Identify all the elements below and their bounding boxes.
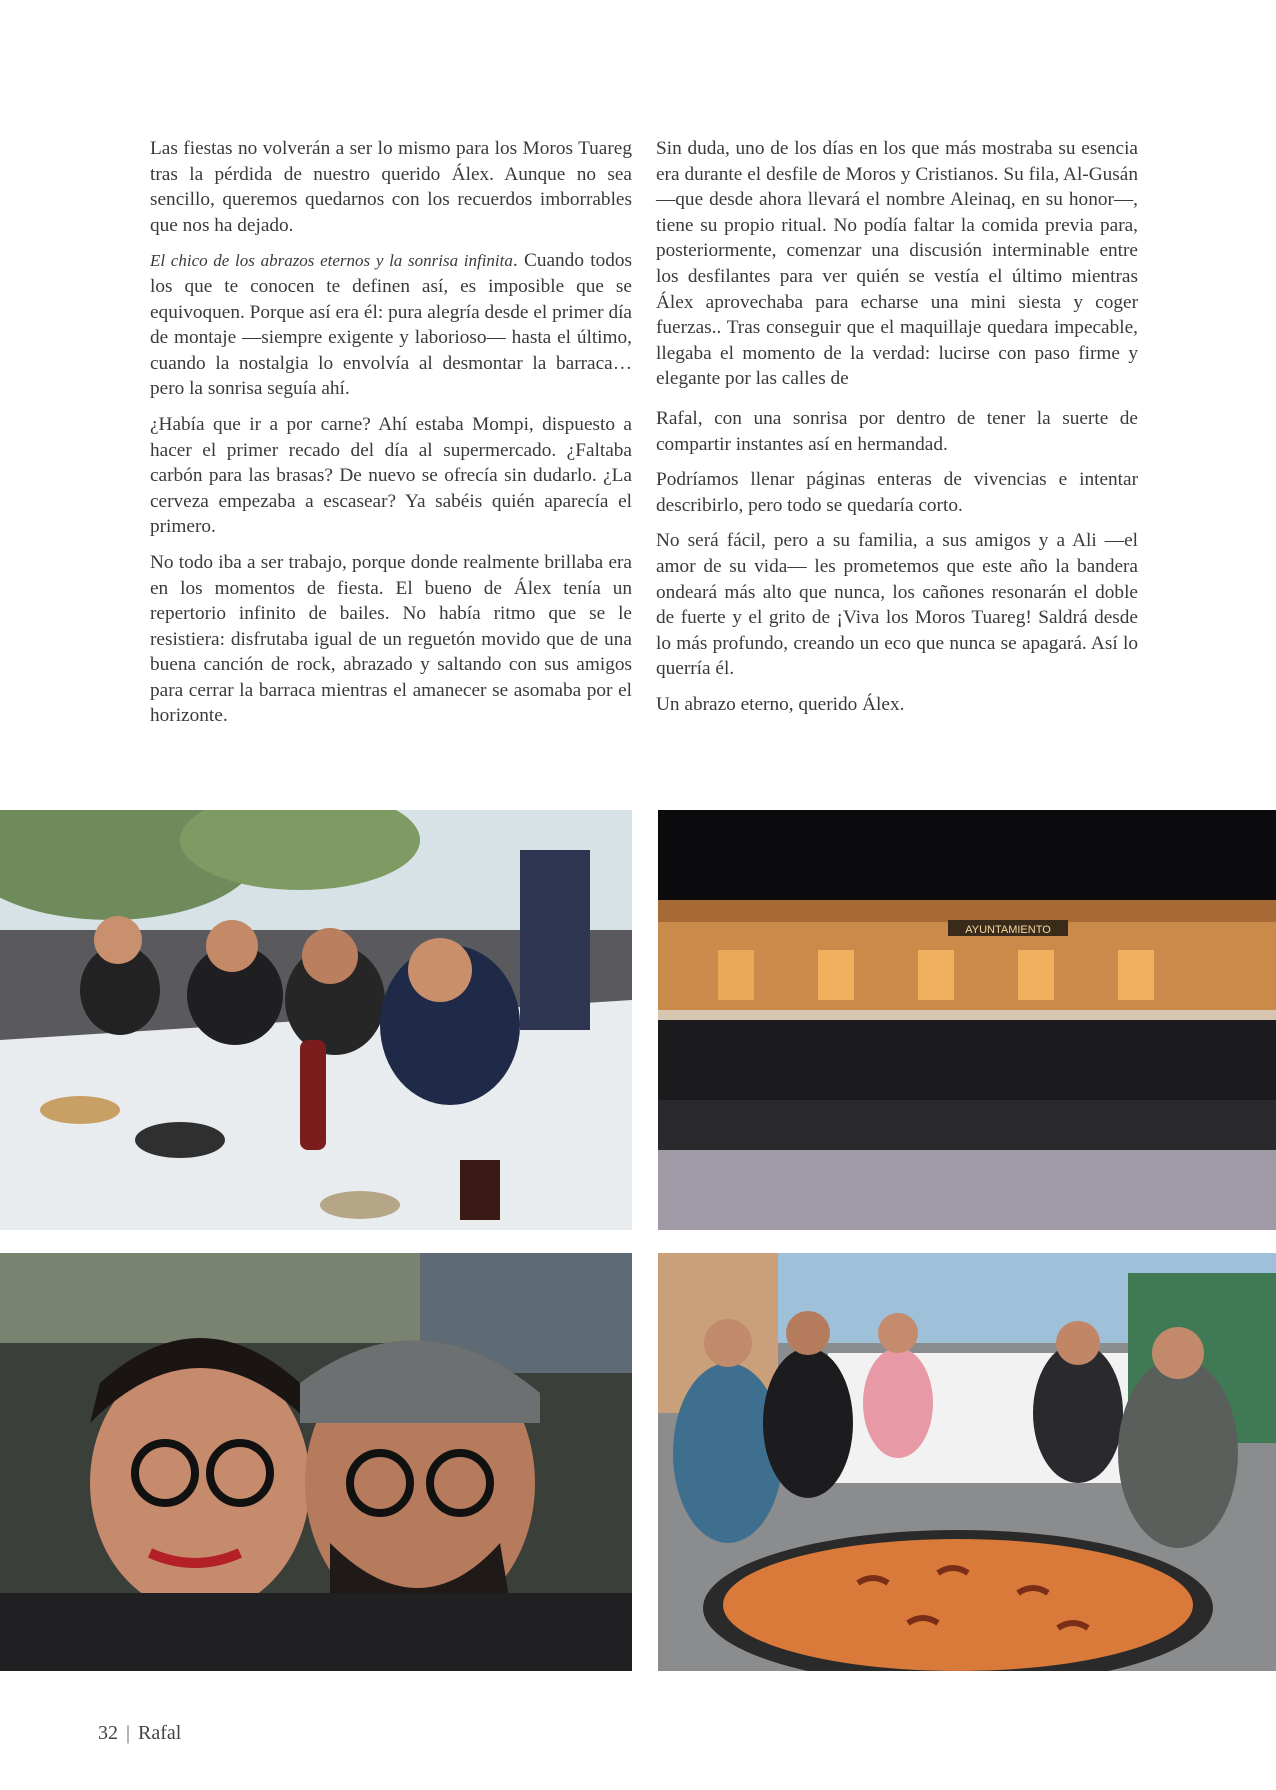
paragraph: No será fácil, pero a su familia, a sus amigos y a Ali —el amor de su vida— les prometemos que este año la bandera ondeará más alto que nunca, los cañones resonarán el doble de fuerte y el grito de ¡Viva los Moros Tuareg! Saldrá desde lo más profundo, creando un eco que nunca se apagará. Así lo querría él. <box>656 530 1138 680</box>
paragraph: ¿Había que ir a por carne? Ahí estaba Mompi, dispuesto a hacer el primer recado del día al supermercado. ¿Faltaba carbón para las brasas? De nuevo se ofrecía sin dudarlo. ¿La cerveza empezaba a escasear? Ya sabéis quién aparecía el primero. <box>150 413 632 538</box>
paragraph: Podríamos llenar páginas enteras de vivencias e intentar describirlo, pero todo se quedaría corto. <box>656 469 1138 516</box>
publication-name: Rafal <box>138 1722 182 1744</box>
article-right-column <box>656 136 1138 727</box>
paragraph: Un abrazo eterno, querido Álex. <box>656 693 905 715</box>
photo-paella-friends <box>658 1253 1276 1671</box>
paragraph <box>150 248 632 402</box>
photo-table-lunch <box>0 810 632 1230</box>
paragraph: Rafal, con una sonrisa por dentro de tener la suerte de compartir instantes así en hermandad. <box>656 407 1138 455</box>
paragraph-text: . Cuando todos los que te conocen te definen así, es imposible que se equivoquen. Porque así era él: pura alegría desde el primer día de montaje —siempre exigente y laborioso— hasta el último, cuando la nostalgia lo envolvía al desmontar la barraca… pero la sonrisa seguía ahí. <box>150 250 632 400</box>
paragraph: Las fiestas no volverán a ser lo mismo para los Moros Tuareg tras la pérdida de nuestro querido Álex. Aunque no sea sencillo, queremos quedarnos con los recuerdos imborrables que nos ha dejado. <box>150 138 632 236</box>
article-left-column <box>150 136 632 739</box>
page-footer <box>98 1722 181 1745</box>
page-number: 32 <box>98 1722 118 1744</box>
town-hall-sign: AYUNTAMIENTO <box>965 924 1051 936</box>
footer-separator: | <box>126 1722 131 1744</box>
italic-lead: El chico de los abrazos eternos y la sonrisa infinita <box>150 251 513 271</box>
paragraph: No todo iba a ser trabajo, porque donde realmente brillaba era en los momentos de fiesta. El bueno de Álex tenía un repertorio infinito de bailes. No había ritmo que se le resistiera: disfrutaba igual de un reguetón movido que de una buena canción de rock, abrazado y saltando con sus amigos para cerrar la barraca mientras el amanecer se asomaba por el horizonte. <box>150 551 632 727</box>
paragraph: Sin duda, uno de los días en los que más mostraba su esencia era durante el desfile de Moros y Cristianos. Su fila, Al-Gusán —que desde ahora llevará el nombre Aleinaq, en su honor—, tiene su propio ritual. No podía faltar la comida previa para, posteriormente, comenzar una discusión interminable entre los desfilantes para ver quién se vestía el último mientras Álex aprovechaba para echarse una mini siesta y coger fuerzas.. Tras conseguir que el maquillaje quedara impecable, llegaba el momento de la verdad: lucirse con paso firme y elegante por las calles de <box>656 138 1138 390</box>
photo-selfie-couple <box>0 1253 632 1671</box>
photo-group-town-hall <box>658 810 1276 1230</box>
